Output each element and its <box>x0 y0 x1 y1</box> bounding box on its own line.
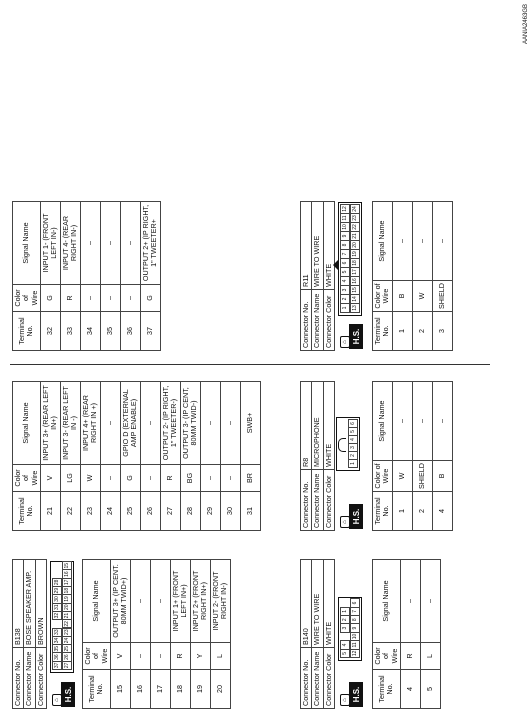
pin-cell: 1 <box>340 607 350 616</box>
wire-color-cell: G <box>40 285 60 312</box>
table-row <box>60 202 80 351</box>
signal-name-cell: – <box>220 382 240 465</box>
signal-name-cell: OUTPUT 2- (IP RIGHT, 1" TWEETER-) <box>160 382 180 465</box>
pin-cell: 18 <box>64 587 70 594</box>
pin-cell: 16 <box>350 276 360 286</box>
terminal-cell: 26 <box>140 492 160 531</box>
terminal-cell: 20 <box>210 670 230 709</box>
terminal-cell: 29 <box>200 492 220 531</box>
pin-cell: 27 <box>64 662 70 669</box>
pin-cell: 34 <box>54 637 60 644</box>
terminal-cell: 18 <box>170 670 190 709</box>
terminal-cell: 17 <box>150 670 170 709</box>
terminal-cell: 35 <box>100 312 120 351</box>
wire-color-cell: – <box>120 285 140 312</box>
pin-cell: 7 <box>340 249 350 259</box>
terminal-cell: 5 <box>420 670 440 709</box>
pin-cell: 3 <box>340 623 350 632</box>
pin-cell: 32 <box>54 612 60 619</box>
signal-name-cell: – <box>392 382 412 461</box>
pin-cell: 4 <box>340 276 350 286</box>
pin-cell: 2 <box>340 615 350 624</box>
pin-cell <box>340 634 348 641</box>
figure-code: AANIA2463GB <box>523 4 529 45</box>
pin-cell: 17 <box>64 579 70 586</box>
table-row <box>80 202 100 351</box>
table-row <box>160 382 180 531</box>
wire-color-cell: B <box>392 281 412 312</box>
terminal-cell: 32 <box>40 312 60 351</box>
terminal-cell: 33 <box>60 312 80 351</box>
table-row <box>400 560 420 709</box>
wire-color-cell: W <box>412 281 432 312</box>
table-row <box>130 560 150 709</box>
table-row <box>40 382 60 531</box>
pin-cell: 10 <box>340 222 350 232</box>
wire-color-cell: G <box>140 285 160 312</box>
signal-name-cell: INPUT 2+ (FRONT RIGHT IN+) <box>190 560 210 643</box>
table-row <box>110 560 130 709</box>
pin-cell: 6 <box>348 419 358 428</box>
terminal-cell: 24 <box>100 492 120 531</box>
table-row <box>80 382 100 531</box>
pin-cell: 20 <box>350 240 360 250</box>
pin-cell: 17 <box>350 267 360 277</box>
wire-color-cell: – <box>140 465 160 492</box>
table-row <box>420 560 440 709</box>
wire-color-cell: R <box>170 643 190 670</box>
hs-icon: ⌂ H.S. <box>340 503 364 529</box>
signal-name-cell: – <box>400 560 420 643</box>
table-row <box>60 382 80 531</box>
b140-pin-table: Terminal No. Color of Wire Signal Name 4 R – 5 L – <box>372 559 441 709</box>
signal-name-cell: – <box>392 202 412 281</box>
terminal-cell: 1 <box>392 492 412 531</box>
signal-name-cell: INPUT 2- (FRONT RIGHT IN-) <box>210 560 230 643</box>
r8-connector-info: Connector No. R8 Connector Name MICROPHONE Connector Color WHITE <box>300 381 335 531</box>
pin-cell: 8 <box>340 240 350 250</box>
pin-cell: 1 <box>340 303 350 313</box>
pin-cell: 2 <box>340 294 350 304</box>
b138-pin-table-b: Terminal No. Color of Wire Signal Name 21 V INPUT 3+ (REAR LEFT IN+) 22 LG INPUT 3- (REAR LEFT IN -) 23 W INPUT 4+ (REAR RIGHT IN +) 24 – – 25 G GPIO D (EXTERNAL AMP ENABLE) 26 – – 27 R OUTPUT 2- (IP RIGHT, 1" TWEETER-) 28 BG OUTPUT 3- (IP CENT, 80MM TWID-) 29 – – 30 – – 31 BR SWB+ <box>12 381 261 531</box>
terminal-cell: 25 <box>120 492 140 531</box>
table-row <box>100 382 120 531</box>
signal-name-cell: INPUT 1+ (FRONT LEFT IN+) <box>170 560 190 643</box>
pin-cell: 5 <box>348 427 358 436</box>
pin-cell: 28 <box>54 579 60 586</box>
signal-name-cell: – <box>412 382 432 461</box>
pin-cell: 6 <box>340 258 350 268</box>
signal-name-cell: OUTPUT 2+ (IP RIGHT, 1" TWEETER+ <box>140 202 160 285</box>
terminal-cell: 19 <box>190 670 210 709</box>
terminal-cell: 28 <box>180 492 200 531</box>
pin-cell: 12 <box>352 650 358 657</box>
pin-cell: 9 <box>340 231 350 241</box>
terminal-cell: 15 <box>110 670 130 709</box>
signal-name-cell: INPUT 3+ (REAR LEFT IN+) <box>40 382 60 465</box>
wire-color-cell: R <box>160 465 180 492</box>
wire-color-cell: SHIELD <box>432 281 452 312</box>
terminal-cell: 1 <box>392 312 412 351</box>
hs-icon: ⌂ H.S. <box>340 323 364 349</box>
pin-cell: 23 <box>64 629 70 635</box>
wire-color-cell: V <box>40 465 60 492</box>
table-row <box>412 202 432 351</box>
table-row <box>392 202 412 351</box>
pin-cell: 12 <box>340 204 350 214</box>
wire-color-cell: V <box>110 643 130 670</box>
table-row <box>150 560 170 709</box>
pin-cell: 5 <box>340 649 350 658</box>
r11-connector-face <box>338 202 362 316</box>
pin-cell: 25 <box>64 645 70 652</box>
b138-pin-table-a: Terminal No. Color of Wire Signal Name 15 V OUTPUT 3+ (IP CENT. 80MM TWID+) 16 – – 17 – – 18 R INPUT 1+ (FRONT LEFT IN+) 19 Y INPUT 2+ (FRONT RIGHT IN+) 20 L INPUT 2- (FRONT RIGHT IN-) <box>82 559 231 709</box>
pin-cell: 14 <box>350 294 360 304</box>
pin-cell: 3 <box>348 443 358 452</box>
pin-cell: 16 <box>64 571 70 577</box>
table-row <box>140 382 160 531</box>
pin-cell: 21 <box>350 231 360 241</box>
table-row <box>40 202 60 351</box>
b140-connector-info: Connector No. B140 Connector Name WIRE TO WIRE Connector Color WHITE <box>300 559 335 709</box>
b138-connector-face <box>50 561 74 673</box>
terminal-cell: 2 <box>412 312 432 351</box>
wire-color-cell: SHIELD <box>412 461 432 492</box>
r11-connector-info: Connector No. R11 Connector Name WIRE TO WIRE Connector Color WHITE <box>300 201 335 351</box>
b138-connector-info: Connector No. B138 Connector Name BOSE SPEAKER AMP. Connector Color BROWN <box>12 559 47 709</box>
pin-cell <box>52 621 60 628</box>
signal-name-cell: – <box>120 202 140 285</box>
table-row <box>180 382 200 531</box>
signal-name-cell: SWB+ <box>240 382 260 465</box>
signal-name-cell: – <box>130 560 150 643</box>
pin-cell: 20 <box>64 604 70 611</box>
table-row <box>210 560 230 709</box>
signal-name-cell: INPUT 4+ (REAR RIGHT IN +) <box>80 382 100 465</box>
pin-cell: 15 <box>64 562 70 569</box>
table-row <box>392 382 412 531</box>
pin-cell: 9 <box>350 623 360 632</box>
table-row <box>240 382 260 531</box>
wire-color-cell: – <box>130 643 150 670</box>
pin-cell: 7 <box>350 607 360 616</box>
r11-pin-table: Terminal No. Color of Wire Signal Name 1 B – 2 W – 3 SHIELD – <box>372 201 453 351</box>
signal-name-cell: – <box>100 382 120 465</box>
terminal-cell: 4 <box>400 670 420 709</box>
pin-cell: 22 <box>350 222 360 232</box>
r8-connector-face <box>336 417 360 471</box>
table-row <box>412 382 432 531</box>
wire-color-cell: – <box>200 465 220 492</box>
pin-cell: 22 <box>64 621 70 627</box>
pin-cell: 37 <box>54 662 60 669</box>
b138-pin-table-c: Terminal No. Color of Wire Signal Name 32 G INPUT 1- (FRONT LEFT IN-) 33 R INPUT 4- (REAR RIGHT IN-) 34 – – 35 – – 36 – – 37 G OUTPUT 2+ (IP RIGHT, 1" TWEETER+ <box>12 201 161 351</box>
signal-name-cell: – <box>80 202 100 285</box>
wire-color-cell: – <box>80 285 100 312</box>
wire-color-cell: Y <box>190 643 210 670</box>
signal-name-cell: – <box>420 560 440 643</box>
pin-cell: 21 <box>64 612 70 619</box>
pin-cell: 19 <box>64 596 70 602</box>
r8-pin-table: Terminal No. Color of Wire Signal Name 1 W – 2 SHIELD – 4 B – <box>372 381 453 531</box>
pin-cell: 23 <box>350 213 360 223</box>
pin-cell: 13 <box>350 303 360 313</box>
table-row <box>220 382 240 531</box>
pin-cell: 11 <box>340 213 350 223</box>
terminal-cell: 30 <box>220 492 240 531</box>
pin-cell: 5 <box>340 267 350 277</box>
pin-cell: 2 <box>348 451 358 460</box>
pin-cell: 19 <box>350 249 360 259</box>
pin-cell: 35 <box>54 645 60 652</box>
wire-color-cell: – <box>100 285 120 312</box>
signal-name-cell: – <box>140 382 160 465</box>
page-divider <box>10 364 490 365</box>
pin-cell: 24 <box>350 204 360 214</box>
table-row <box>190 560 210 709</box>
signal-name-cell: – <box>432 382 452 461</box>
table-row <box>120 202 140 351</box>
pin-cell: 31 <box>54 604 60 611</box>
pin-cell: 30 <box>54 596 60 602</box>
terminal-cell: 34 <box>80 312 100 351</box>
table-row <box>100 202 120 351</box>
terminal-cell: 3 <box>432 312 452 351</box>
terminal-cell: 37 <box>140 312 160 351</box>
signal-name-cell: – <box>150 560 170 643</box>
terminal-cell: 36 <box>120 312 140 351</box>
signal-name-cell: GPIO D (EXTERNAL AMP ENABLE) <box>120 382 140 465</box>
signal-name-cell: – <box>100 202 120 285</box>
signal-name-cell: – <box>432 202 452 281</box>
wire-color-cell: W <box>392 461 412 492</box>
signal-name-cell: – <box>412 202 432 281</box>
pin-cell: 24 <box>64 637 70 644</box>
terminal-cell: 27 <box>160 492 180 531</box>
wire-color-cell: R <box>400 643 420 670</box>
table-row <box>170 560 190 709</box>
terminal-cell: 21 <box>40 492 60 531</box>
pin-cell: 15 <box>350 285 360 295</box>
signal-name-cell: OUTPUT 3- (IP CENT, 80MM TWID-) <box>180 382 200 465</box>
signal-name-cell: INPUT 1- (FRONT LEFT IN-) <box>40 202 60 285</box>
wire-color-cell: W <box>80 465 100 492</box>
table-row <box>120 382 140 531</box>
wire-color-cell: L <box>420 643 440 670</box>
pin-cell: 4 <box>340 640 350 649</box>
wire-color-cell: B <box>432 461 452 492</box>
pin-cell: 18 <box>350 258 360 268</box>
wire-color-cell: G <box>120 465 140 492</box>
table-row <box>140 202 160 351</box>
wire-color-cell: BG <box>180 465 200 492</box>
pin-cell: 3 <box>340 285 350 295</box>
signal-name-cell: INPUT 3- (REAR LEFT IN -) <box>60 382 80 465</box>
pin-cell: 1 <box>348 459 358 468</box>
terminal-cell: 4 <box>432 492 452 531</box>
wire-color-cell: – <box>150 643 170 670</box>
pin-cell: 10 <box>352 633 358 640</box>
hs-icon: ⌂ H.S. <box>340 681 364 707</box>
pin-cell: 33 <box>54 629 60 635</box>
signal-name-cell: INPUT 4- (REAR RIGHT IN-) <box>60 202 80 285</box>
signal-name-cell: – <box>200 382 220 465</box>
pin-cell: 36 <box>54 654 60 660</box>
signal-name-cell: OUTPUT 3+ (IP CENT. 80MM TWID+) <box>110 560 130 643</box>
pin-cell: 26 <box>64 654 70 660</box>
pin-cell: 11 <box>350 640 360 649</box>
wire-color-cell: L <box>210 643 230 670</box>
table-row <box>432 202 452 351</box>
wire-color-cell: – <box>220 465 240 492</box>
terminal-cell: 31 <box>240 492 260 531</box>
terminal-cell: 2 <box>412 492 432 531</box>
table-row <box>432 382 452 531</box>
pin-cell: 4 <box>348 435 358 444</box>
terminal-cell: 23 <box>80 492 100 531</box>
wire-color-cell: R <box>60 285 80 312</box>
table-row <box>200 382 220 531</box>
wire-color-cell: BR <box>240 465 260 492</box>
pin-cell: 6 <box>350 598 360 607</box>
terminal-cell: 22 <box>60 492 80 531</box>
b140-connector-face <box>338 597 362 661</box>
wire-color-cell: LG <box>60 465 80 492</box>
terminal-cell: 16 <box>130 670 150 709</box>
pin-cell: 29 <box>54 587 60 594</box>
wire-color-cell: – <box>100 465 120 492</box>
hs-icon: ⌂ H.S. <box>52 681 76 707</box>
pin-cell: 8 <box>350 615 360 624</box>
